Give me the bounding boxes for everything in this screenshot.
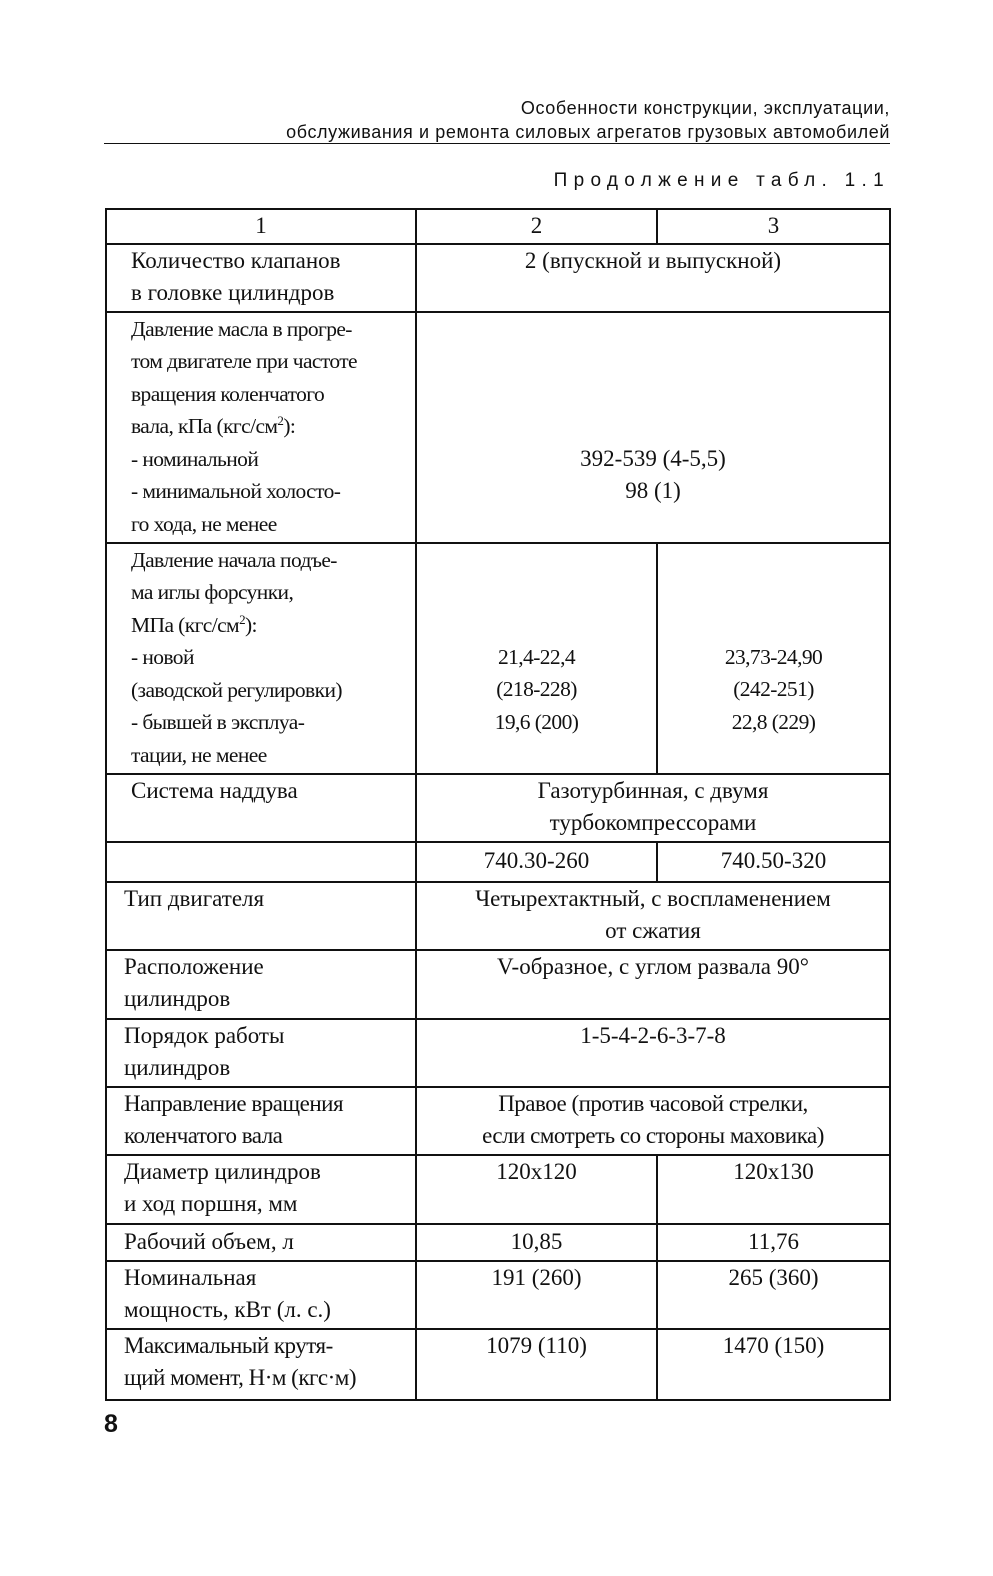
table-row-boost [106, 774, 890, 842]
param-cell: Тип двигателя [106, 882, 416, 950]
param-line-units: вала, кПа $(кгс/см^2)$: [131, 412, 296, 438]
param-line: го хода, не менее [131, 511, 277, 536]
column-header-3: 3 [657, 209, 890, 244]
table-row-torque [106, 1329, 890, 1400]
value-line: 21,4-22,4 [497, 644, 575, 669]
value-line: (242-251) [733, 677, 814, 701]
column-header-1: 1 [106, 209, 416, 244]
table-header-row [106, 209, 890, 244]
param-cell [106, 1261, 416, 1329]
param-line: щий момент, Н·м (кгс·м) [124, 1365, 357, 1390]
param-line: - минимальной холосто- [131, 479, 341, 503]
param-cell [106, 312, 416, 543]
table-row-power [106, 1261, 890, 1329]
value-line: Правое (против часовой стрелки, [498, 1090, 808, 1116]
value-line: 23,73-24,90 [724, 644, 823, 669]
param-cell [106, 950, 416, 1019]
value-cell [416, 774, 890, 842]
value-cell-col3: 1470 (150) [657, 1329, 890, 1400]
value-line: от сжатия [605, 918, 701, 943]
value-cell [416, 1087, 890, 1155]
running-head-line-1: Особенности конструкции, эксплуатации, [520, 98, 890, 118]
value-cell-col3: 265 (360) [657, 1261, 890, 1329]
param-cell: Система наддува [106, 774, 416, 842]
table-row-displacement [106, 1224, 890, 1261]
param-cell: Рабочий объем, л [106, 1224, 416, 1261]
table-row-oil-pressure [106, 312, 890, 543]
param-line: том двигателе при частоте [131, 349, 357, 373]
value-cell-col2: 120х120 [416, 1155, 657, 1224]
param-line: ма иглы форсунки, [131, 580, 294, 604]
param-line: Диаметр цилиндров [124, 1158, 321, 1184]
param-line: Номинальная [124, 1264, 257, 1290]
table-row-bore-stroke [106, 1155, 890, 1224]
param-line: (заводской регулировки) [131, 677, 342, 702]
header-rule [104, 143, 890, 144]
engine-spec-table [105, 208, 891, 1401]
value-line: 392-539 (4-5,5) [580, 445, 726, 471]
value-line: 19,6 (200) [494, 709, 579, 734]
table-row-valves [106, 244, 890, 312]
value-cell: 1-5-4-2-6-3-7-8 [416, 1019, 890, 1087]
param-line: Расположение [124, 953, 264, 979]
param-line: мощность, кВт (л. с.) [124, 1297, 331, 1322]
table-row-firing-order [106, 1019, 890, 1087]
param-line: вращения коленчатого [131, 381, 325, 406]
value-line: если смотреть со стороны маховика) [482, 1123, 824, 1148]
param-line: Максимальный крутя- [124, 1332, 333, 1358]
value-cell-col3: 120х130 [657, 1155, 890, 1224]
param-cell-empty [106, 842, 416, 882]
table-row-rotation [106, 1087, 890, 1155]
value-cell [416, 882, 890, 950]
param-cell [106, 543, 416, 774]
value-line: 22,8 (229) [731, 709, 816, 734]
value-cell-col3: 11,76 [657, 1224, 890, 1261]
param-line: цилиндров [124, 1055, 231, 1080]
table-row-engine-type [106, 882, 890, 950]
value-line: (218-228) [496, 677, 577, 701]
value-line: Четырехтактный, с воспламенением [475, 885, 831, 911]
value-cell-col2: 191 (260) [416, 1261, 657, 1329]
running-head [104, 96, 890, 144]
table-row-cylinder-layout [106, 950, 890, 1019]
param-cell [106, 244, 416, 312]
param-line: - новой [131, 645, 194, 669]
table-row-models [106, 842, 890, 882]
value-cell: V-образное, с углом развала 90° [416, 950, 890, 1019]
param-line: в головке цилиндров [131, 280, 335, 305]
param-line: тации, не менее [131, 742, 267, 767]
table-continuation-caption: Продолжение табл. 1.1 [553, 170, 890, 191]
param-line-units: МПа $(кгс/см^2)$: [131, 611, 257, 637]
model-cell-col3: 740.50-320 [657, 842, 890, 882]
param-cell [106, 1087, 416, 1155]
page-number: 8 [104, 1410, 118, 1438]
param-line: Порядок работы [124, 1022, 285, 1048]
param-line: Давление масла в прогре- [131, 316, 352, 341]
param-line: цилиндров [124, 986, 231, 1011]
running-head-line-2: обслуживания и ремонта силовых агрегатов грузовых автомобилей [286, 122, 890, 142]
param-line: Количество клапанов [131, 247, 341, 273]
value-line: 98 (1) [625, 478, 681, 503]
param-cell [106, 1155, 416, 1224]
param-cell [106, 1019, 416, 1087]
param-cell [106, 1329, 416, 1400]
value-cell-col2: 1079 (110) [416, 1329, 657, 1400]
value-cell-col2 [416, 543, 657, 774]
param-line: Давление начала подъе- [131, 547, 337, 572]
param-line: Направление вращения [124, 1090, 344, 1116]
param-line: и ход поршня, мм [124, 1191, 298, 1216]
value-cell [416, 312, 890, 543]
value-cell-col3 [657, 543, 890, 774]
param-line: - бывшей в эксплуа- [131, 710, 305, 734]
table-row-injector-pressure [106, 543, 890, 774]
value-cell: 2 (впускной и выпускной) [416, 244, 890, 312]
param-line: коленчатого вала [124, 1123, 283, 1148]
param-line: - номинальной [131, 446, 259, 471]
column-header-2: 2 [416, 209, 657, 244]
value-line: турбокомпрессорами [549, 810, 757, 835]
value-line: Газотурбинная, с двумя [537, 777, 769, 803]
value-cell-col2: 10,85 [416, 1224, 657, 1261]
model-cell-col2: 740.30-260 [416, 842, 657, 882]
